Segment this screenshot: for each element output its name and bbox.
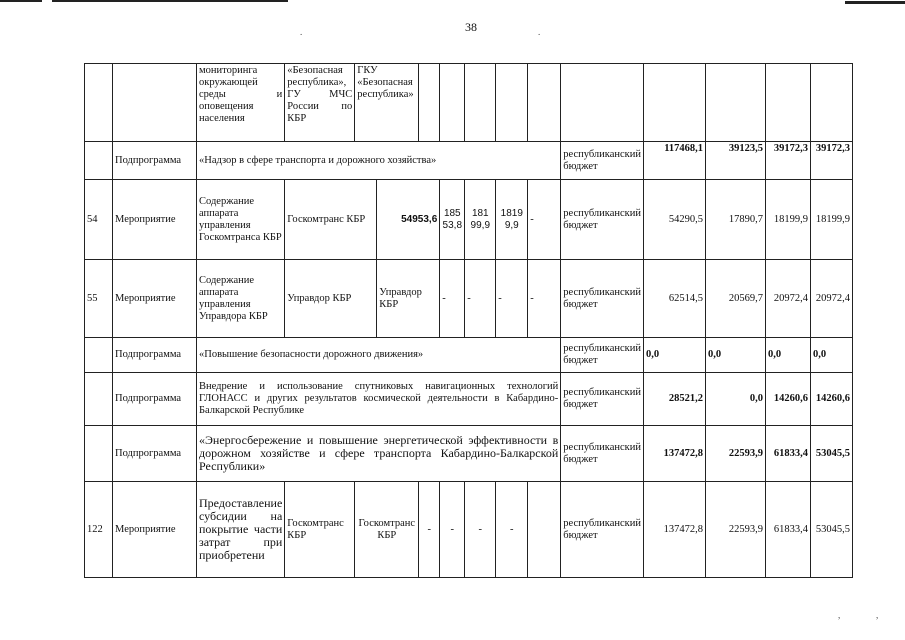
subprogram-title: Внедрение и использование спутниковых навигационных технологий ГЛОНАСС и других результатов космической деятельности в Кабардино-Балкарской Республике <box>197 373 561 426</box>
scan-speck: . <box>538 27 541 37</box>
indicator-cell: - <box>465 482 496 578</box>
total-cell: 62514,5 <box>644 260 706 338</box>
coexecutor-cell: Госкомтранс КБР <box>355 482 419 578</box>
table-row <box>85 64 853 142</box>
source-cell: республиканский бюджет <box>561 260 644 338</box>
year1-cell: 22593,9 <box>706 426 766 482</box>
scan-speck: , <box>838 610 841 620</box>
subprogram-title: «Повышение безопасности дорожного движения» <box>197 338 561 373</box>
kind-cell: Подпрограмма <box>113 426 197 482</box>
year3-cell: 0,0 <box>811 338 853 373</box>
row-number-cell <box>85 373 113 426</box>
scan-speck: . <box>300 27 303 37</box>
year2-cell <box>766 64 811 142</box>
year3-cell <box>811 64 853 142</box>
table-row <box>85 426 853 482</box>
top-rule-left <box>0 0 42 2</box>
kind-cell: Подпрограмма <box>113 373 197 426</box>
indicator-cell <box>496 64 528 142</box>
total-cell: 54290,5 <box>644 180 706 260</box>
row-number-cell: 122 <box>85 482 113 578</box>
year1-cell: 39123,5 <box>706 142 766 180</box>
indicator-cell <box>419 64 440 142</box>
subprogram-title: «Надзор в сфере транспорта и дорожного хозяйства» <box>197 142 561 180</box>
indicator-cell: 181 99,9 <box>465 180 496 260</box>
row-number-cell: 54 <box>85 180 113 260</box>
total-cell: 137472,8 <box>644 426 706 482</box>
coexecutor-cell: Управдор КБР <box>377 260 440 338</box>
kind-cell: Подпрограмма <box>113 338 197 373</box>
measure-name-cell: Содержание аппарата управления Управдора КБР <box>197 260 285 338</box>
source-cell: республиканский бюджет <box>561 426 644 482</box>
kind-cell <box>113 64 197 142</box>
row-number-cell <box>85 64 113 142</box>
program-table <box>84 63 853 578</box>
source-cell: республиканский бюджет <box>561 180 644 260</box>
year3-cell: 39172,3 <box>811 142 853 180</box>
source-cell: республиканский бюджет <box>561 142 644 180</box>
year2-cell: 14260,6 <box>766 373 811 426</box>
indicator-cell: - <box>419 482 440 578</box>
indicator-cell: - <box>440 260 465 338</box>
indicator-cell: - <box>465 260 496 338</box>
table-row <box>85 373 853 426</box>
top-rule-right <box>845 1 905 4</box>
amount-cell: 54953,6 <box>377 180 440 260</box>
year2-cell: 20972,4 <box>766 260 811 338</box>
total-cell: 28521,2 <box>644 373 706 426</box>
year2-cell: 39172,3 <box>766 142 811 180</box>
year2-cell: 61833,4 <box>766 482 811 578</box>
year3-cell: 18199,9 <box>811 180 853 260</box>
year1-cell: 17890,7 <box>706 180 766 260</box>
table-row <box>85 180 853 260</box>
table-row <box>85 142 853 180</box>
indicator-cell: 185 53,8 <box>440 180 465 260</box>
table-row <box>85 260 853 338</box>
table-row <box>85 482 853 578</box>
executor-cell: Госкомтранс КБР <box>285 180 377 260</box>
coexecutor-cell: ГКУ «Безопасная республика» <box>355 64 419 142</box>
total-cell: 0,0 <box>644 338 706 373</box>
year2-cell: 18199,9 <box>766 180 811 260</box>
year3-cell: 20972,4 <box>811 260 853 338</box>
total-cell <box>644 64 706 142</box>
scan-speck: , <box>876 610 879 620</box>
year2-cell: 61833,4 <box>766 426 811 482</box>
source-cell <box>561 64 644 142</box>
year1-cell: 0,0 <box>706 373 766 426</box>
indicator-cell <box>528 482 561 578</box>
top-rule-mid <box>52 0 288 2</box>
indicator-cell: - <box>528 260 561 338</box>
indicator-cell <box>528 64 561 142</box>
year1-cell: 20569,7 <box>706 260 766 338</box>
kind-cell: Подпрограмма <box>113 142 197 180</box>
indicator-cell: - <box>528 180 561 260</box>
year3-cell: 14260,6 <box>811 373 853 426</box>
row-number-cell <box>85 426 113 482</box>
indicator-cell: - <box>496 260 528 338</box>
measure-name-cell: Содержание аппарата управления Госкомтранса КБР <box>197 180 285 260</box>
kind-cell: Мероприятие <box>113 482 197 578</box>
year1-cell <box>706 64 766 142</box>
row-number-cell <box>85 338 113 373</box>
row-number-cell: 55 <box>85 260 113 338</box>
goal-cell: мониторинга окружающей среды и оповещения населения <box>197 64 285 142</box>
indicator-cell <box>465 64 496 142</box>
executor-cell: Управдор КБР <box>285 260 377 338</box>
subprogram-title: «Энергосбережение и повышение энергетической эффективности в дорожном хозяйстве и сфере транспорта Кабардино-Балкарской Республики» <box>197 426 561 482</box>
year3-cell: 53045,5 <box>811 482 853 578</box>
executor-cell: Госкомтранс КБР <box>285 482 355 578</box>
indicator-cell: 1819 9,9 <box>496 180 528 260</box>
total-cell: 137472,8 <box>644 482 706 578</box>
source-cell: республиканский бюджет <box>561 338 644 373</box>
year3-cell: 53045,5 <box>811 426 853 482</box>
indicator-cell <box>440 64 465 142</box>
executor-cell: «Безопасная республика», ГУ МЧС России по КБР <box>285 64 355 142</box>
kind-cell: Мероприятие <box>113 260 197 338</box>
source-cell: республиканский бюджет <box>561 373 644 426</box>
kind-cell: Мероприятие <box>113 180 197 260</box>
year1-cell: 22593,9 <box>706 482 766 578</box>
indicator-cell: - <box>496 482 528 578</box>
indicator-cell: - <box>440 482 465 578</box>
row-number-cell <box>85 142 113 180</box>
page-number: 38 <box>465 20 477 34</box>
table-row <box>85 338 853 373</box>
measure-name-cell: Предоставление субсидии на покрытие части затрат при приобретени <box>197 482 285 578</box>
source-cell: республиканский бюджет <box>561 482 644 578</box>
total-cell: 117468,1 <box>644 142 706 180</box>
year1-cell: 0,0 <box>706 338 766 373</box>
year2-cell: 0,0 <box>766 338 811 373</box>
